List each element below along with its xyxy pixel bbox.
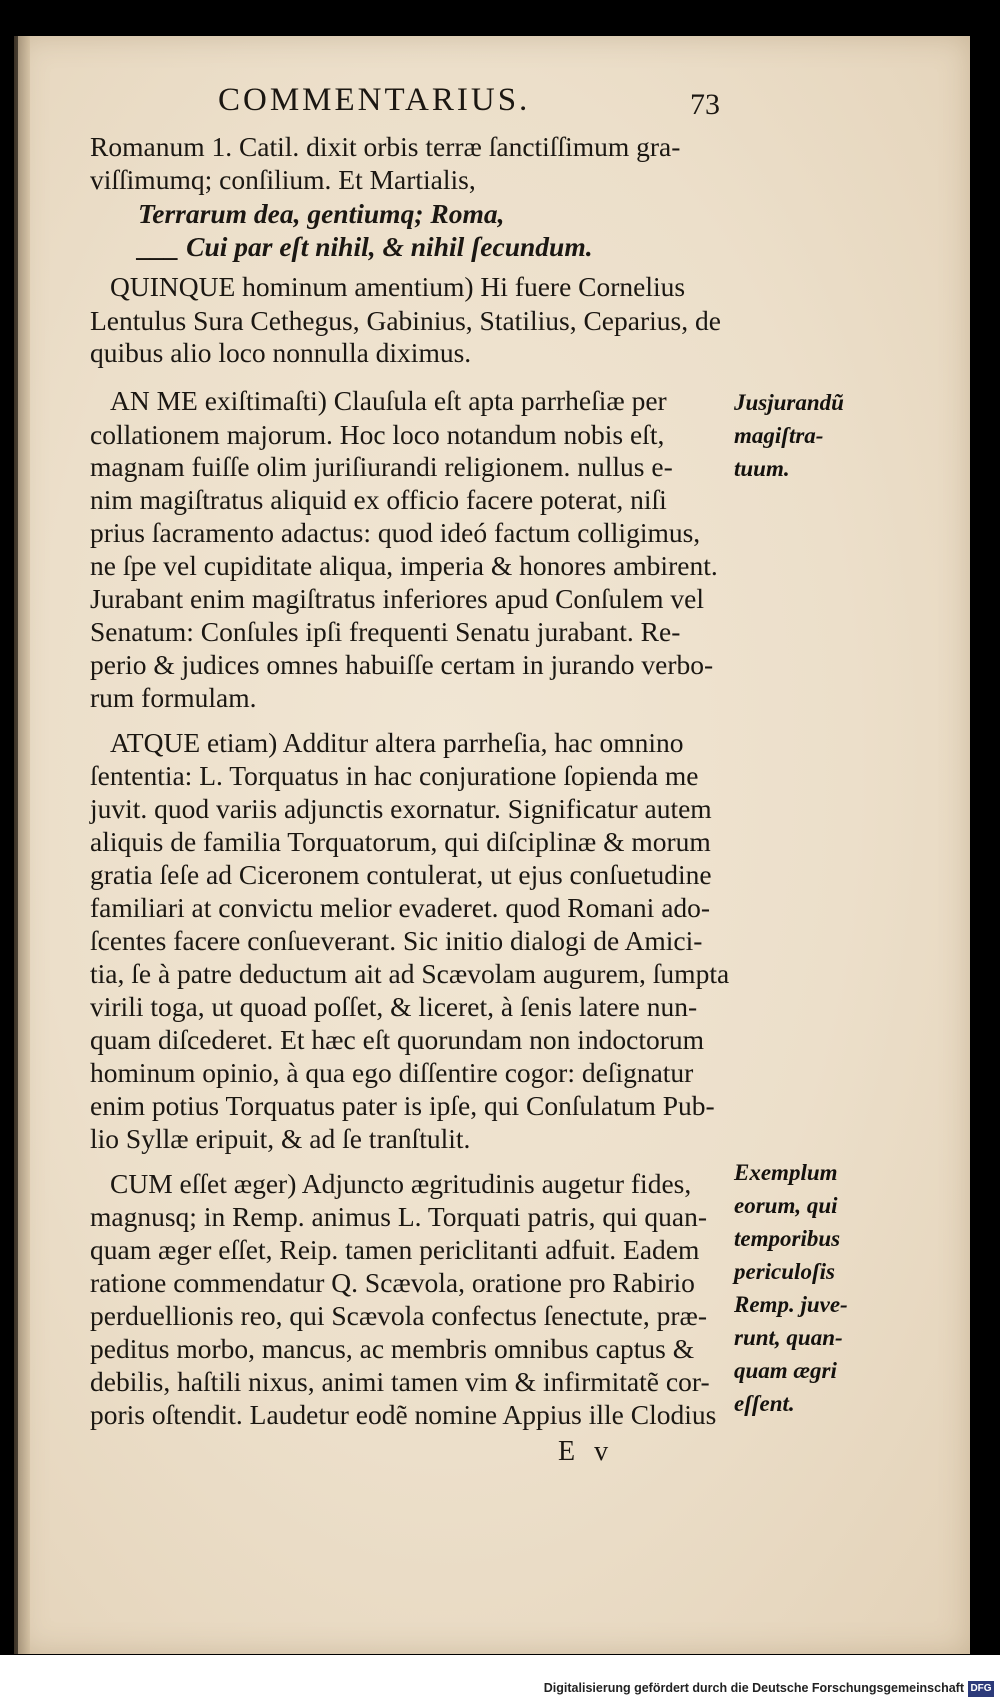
text-line: prius ſacramento adactus: quod ideó factum colligimus, (90, 517, 701, 548)
text-line: quibus alio loco nonnulla diximus. (90, 337, 472, 368)
text-line: familiari at convictu melior evaderet. quod Romani ado- (90, 892, 711, 923)
text-line: perio & judices omnes habuiſſe certam in jurando verbo- (90, 649, 714, 680)
margin-note-line: eſſent. (734, 1391, 795, 1416)
margin-note-line: quam ægri (734, 1358, 837, 1383)
text-line: virili toga, ut quoad poſſet, & liceret, à ſenis latere nun- (90, 991, 698, 1022)
text-line: CUM eſſet æger) Adjuncto ægritudinis augetur fides, (110, 1168, 692, 1199)
text-line: nim magiſtratus aliquid ex officio facere poterat, niſi (90, 484, 667, 515)
text-line: gratia ſeſe ad Ciceronem contulerat, ut ejus conſuetudine (90, 859, 712, 890)
book-page (18, 36, 970, 1654)
margin-note-line: eorum, qui (734, 1193, 838, 1218)
text-line: ſententia: L. Torquatus in hac conjuratione ſopienda me (90, 760, 699, 791)
text-line: enim potius Torquatus pater is ipſe, qui Conſulatum Pub- (90, 1090, 715, 1121)
margin-note-line: temporibus (734, 1226, 841, 1251)
margin-note-1 (734, 386, 844, 485)
margin-note-2 (734, 1156, 848, 1420)
text-line: Jurabant enim magiſtratus inferiores apud Conſulem vel (90, 583, 705, 614)
margin-note-line: periculoſis (734, 1259, 835, 1284)
text-line: rum formulam. (90, 682, 257, 713)
text-line: lio Syllæ eripuit, & ad ſe tranſtulit. (90, 1123, 471, 1154)
text-line: perduellionis reo, qui Scævola confectus ſenectute, præ- (90, 1300, 708, 1331)
text-line: quam diſcederet. Et hæc eſt quorundam non indoctorum (90, 1024, 705, 1055)
running-title: COMMENTARIUS. (218, 82, 531, 118)
text-line: ſcentes facere conſueverant. Sic initio dialogi de Amici- (90, 925, 703, 956)
text-line: quam æger eſſet, Reip. tamen periclitanti adfuit. Eadem (90, 1234, 700, 1265)
margin-note-line: Remp. juve- (734, 1292, 848, 1317)
text-line: hominum opinio, à qua ego diſſentire cogor: deſignatur (90, 1057, 694, 1088)
text-line: Lentulus Sura Cethegus, Gabinius, Statilius, Ceparius, de (90, 305, 721, 336)
text-line: peditus morbo, mancus, ac membris omnibus captus & (90, 1333, 695, 1364)
text-line: Senatum: Conſules ipſi frequenti Senatu jurabant. Re- (90, 616, 681, 647)
text-line: ratione commendatur Q. Scævola, oratione pro Rabirio (90, 1267, 695, 1298)
text-line: AN ME exiſtimaſti) Clauſula eſt apta parrheſiæ per (110, 385, 667, 416)
text-line: aliquis de familia Torquatorum, qui diſciplinæ & morum (90, 826, 711, 857)
text-line: collationem majorum. Hoc loco notandum nobis eſt, (90, 419, 665, 450)
text-line: QUINQUE hominum amentium) Hi fuere Cornelius (110, 271, 686, 302)
dfg-logo-icon: DFG (968, 1681, 994, 1697)
margin-note-line: tuum. (734, 456, 790, 481)
text-line: ATQUE etiam) Additur altera parrheſia, hac omnino (110, 727, 684, 758)
text-line: debilis, haſtili nixus, animi tamen vim & infirmitatẽ cor- (90, 1366, 710, 1397)
page-number: 73 (690, 88, 720, 121)
text-line: tia, ſe à patre deductum ait ad Scævolam augurem, ſumpta (90, 958, 730, 989)
text-line: magnam fuiſſe olim juriſiurandi religionem. nullus e- (90, 451, 673, 482)
margin-note-line: runt, quan- (734, 1325, 843, 1350)
text-line: poris oſtendit. Laudetur eodẽ nomine Appius ille Clodius (90, 1399, 717, 1430)
text-line: Romanum 1. Catil. dixit orbis terræ ſanctiſſimum gra- (90, 131, 681, 162)
margin-note-line: Jusjurandũ (734, 390, 844, 415)
text-line: ne ſpe vel cupiditate aliqua, imperia & honores ambirent. (90, 550, 718, 581)
margin-note-line: Exemplum (734, 1160, 838, 1185)
digitization-footer (0, 1655, 1000, 1707)
text-line: viſſimumq; conſilium. Et Martialis, (90, 164, 476, 195)
footer-credit: Digitalisierung gefördert durch die Deutsche Forschungsgemeinschaft (543, 1681, 964, 1695)
text-line: magnusq; in Remp. animus L. Torquati patris, qui quan- (90, 1201, 708, 1232)
text-line: Terrarum dea, gentiumq; Roma, (138, 198, 505, 229)
margin-note-line: magiſtra- (734, 423, 824, 448)
text-line: ___ Cui par eſt nihil, & nihil ſecundum. (138, 231, 593, 262)
signature-mark: E v (558, 1436, 615, 1467)
text-line: juvit. quod variis adjunctis exornatur. Significatur autem (90, 793, 712, 824)
